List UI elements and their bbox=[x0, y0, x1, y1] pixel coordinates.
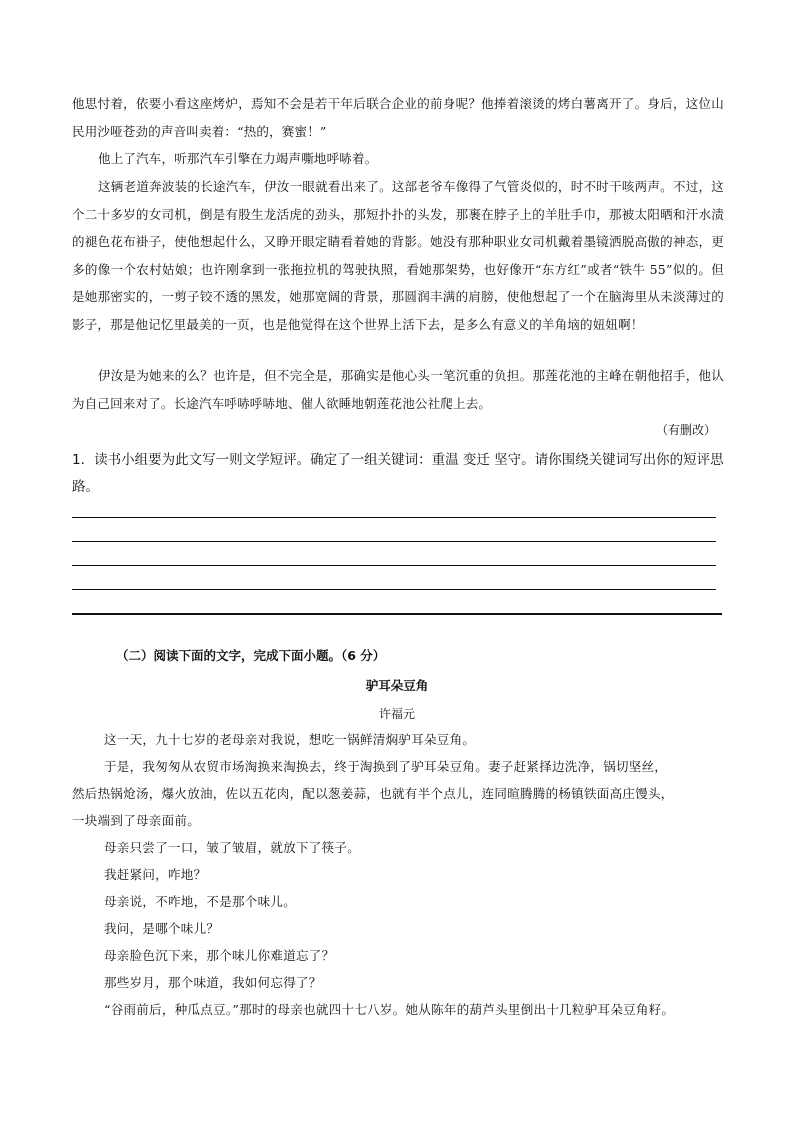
story-line: 这一天，九十七岁的老母亲对我说，想吃一锅鲜清焖驴耳朵豆角。 bbox=[104, 732, 476, 747]
passage-paragraph-2: 他上了汽车，听那汽车引擎在力竭声嘶地呼哧着。 bbox=[98, 151, 378, 166]
story-line: 母亲脸色沉下来，那个味儿你难道忘了？ bbox=[104, 948, 335, 963]
source-note: （有删改） bbox=[655, 423, 716, 437]
story-line: 我问，是哪个味儿？ bbox=[104, 921, 220, 936]
story-line: 母亲只尝了一口，皱了皱眉，就放下了筷子。 bbox=[104, 840, 361, 855]
answer-line[interactable] bbox=[72, 541, 716, 542]
section-divider bbox=[72, 613, 722, 615]
answer-line[interactable] bbox=[72, 565, 716, 566]
story-line: 那些岁月，那个味道，我如何忘得了？ bbox=[104, 975, 322, 990]
story-title: 驴耳朵豆角 bbox=[365, 678, 429, 693]
story-line: 一块端到了母亲面前。 bbox=[72, 813, 201, 828]
story-line: 于是，我匆匆从农贸市场淘换来淘换去，终于淘换到了驴耳朵豆角。妻子赶紧择边洗净，锅切坚丝， bbox=[104, 759, 668, 774]
answer-line[interactable] bbox=[72, 517, 716, 518]
story-line: 母亲说，不咋地，不是那个味儿。 bbox=[104, 894, 297, 909]
story-line: 我赶紧问，咋地？ bbox=[104, 867, 207, 882]
passage-paragraph-4: 伊汝是为她来的么？也许是，但不完全是，那确实是他心头一笔沉重的负担。那莲花池的主峰在朝他招手，他认为自己回来对了。长途汽车呼哧呼哧地、催人欲睡地朝莲花池公社爬上去。 bbox=[72, 368, 724, 411]
story-line: “谷雨前后，种瓜点豆。”那时的母亲也就四十七八岁。她从陈年的葫芦头里倒出十几粒驴耳朵豆角籽。 bbox=[104, 1002, 675, 1017]
passage-paragraph-1: 他思忖着，依要小看这座烤炉，焉知不会是若干年后联合企业的前身呢？他捧着滚烫的烤白薯离开了。身后，这位山民用沙哑苍劲的声音叫卖着：“热的，赛蜜！” bbox=[72, 96, 724, 139]
story-author: 许福元 bbox=[378, 707, 415, 721]
question-1-prompt: 1．读书小组要为此文写一则文学短评。确定了一组关键词：重温 变迁 坚守。请你围绕关键词写出你的短评思路。 bbox=[72, 452, 724, 495]
section-heading: （二）阅读下面的文字，完成下面小题。（6 分） bbox=[116, 648, 386, 663]
story-line: 然后热锅炝汤，爆火放油，佐以五花肉，配以葱姜蒜，也就有半个点儿，连同暄腾腾的杨镇铁面高庄馒头， bbox=[72, 786, 674, 801]
passage-paragraph-3: 这辆老道奔波装的长途汽车，伊汝一眼就看出来了。这部老爷车像得了气管炎似的，时不时干咳两声。不过，这个二十多岁的女司机，倒是有股生龙活虎的劲头，那短扑扑的头发，那裹在脖子上的羊肚手巾，那被太阳晒和汗水渍的褪色花布褂子，使他想起什么，又睁开眼定睛看着她的背影。她没有那种职业女司机戴着墨镜洒脱高傲的神态，更多的像一个农村姑娘；也许刚拿到一张拖拉机的驾驶执照，看她那架势，也好像开“东方红”或者“铁牛 55”似的。但是她那密实的，一剪子铰不透的黑发，她那宽阔的背景，那圆润丰满的肩膀，使他想起了一个在脑海里从未淡薄过的影子，那是他记忆里最美的一页，也是他觉得在这个世界上活下去，是多么有意义的羊角垴的妞妞啊！ bbox=[72, 179, 724, 332]
answer-line[interactable] bbox=[72, 589, 716, 590]
